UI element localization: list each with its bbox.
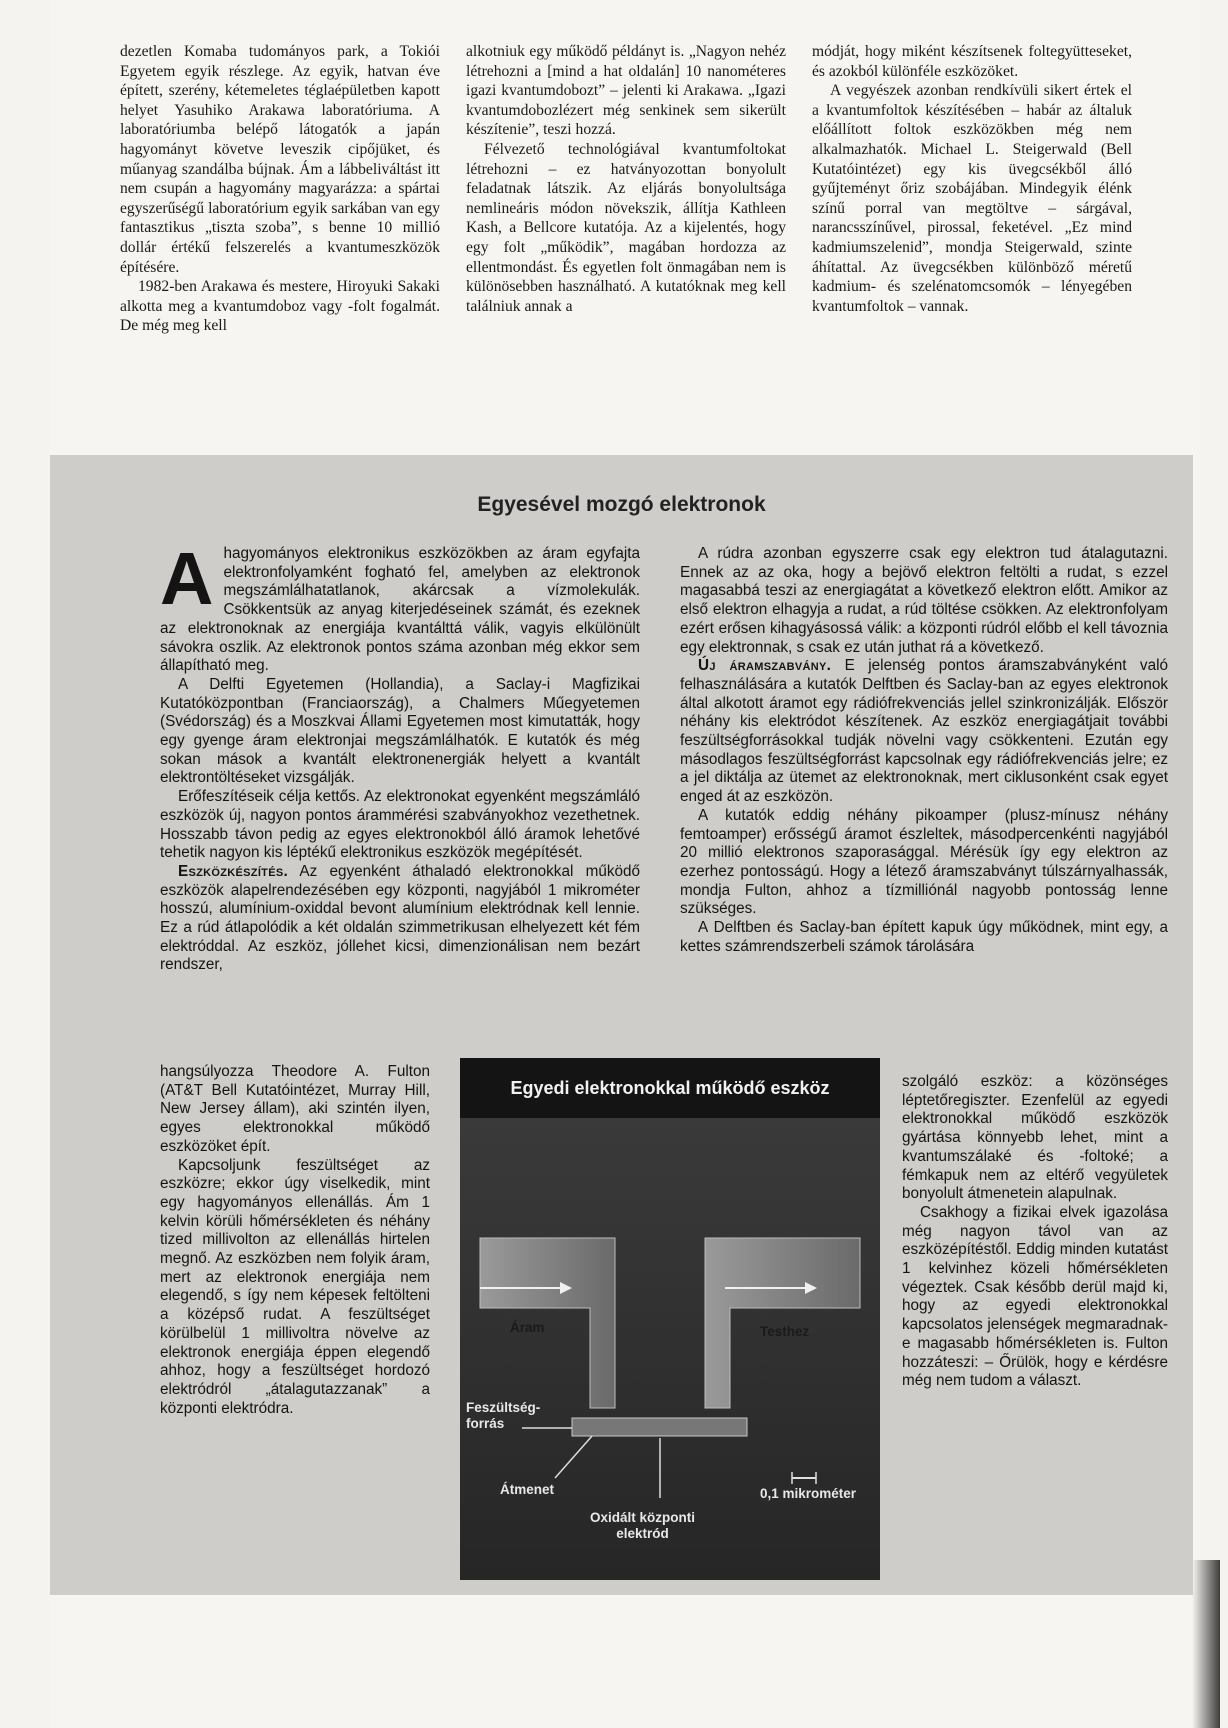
- dropcap: A: [160, 537, 214, 620]
- device-figure: [460, 1058, 880, 1580]
- figure-title: Egyedi elektronokkal működő eszköz: [460, 1058, 880, 1118]
- sidebar-right-narrow: [902, 1073, 1168, 1391]
- paragraph: hangsúlyozza Theodore A. Fulton (AT&T Bell Kutatóintézet, Murray Hill, New Jersey állam), aki szintén ilyen, egyes elektronokkal működő eszközöket épít.: [160, 1063, 430, 1155]
- text: Az egyenként áthaladó elektronokkal működő eszközök alapelrendezésében egy központi, nagyjából 1 mikrométer hosszú, alumínium-oxiddal bevont alumínium elektródnak kell lennie. Ez a rúd átlapolódik a két oldalán szimmetrikusan elhelyezett két fém elektróddal. Az eszköz, jóllehet kicsi, dimenzionálisan nem bezárt rendszer,: [160, 862, 640, 974]
- label-voltage-source: Feszültség- forrás: [466, 1400, 541, 1431]
- article-columns: [120, 42, 1180, 412]
- paragraph: [160, 537, 640, 676]
- label-junction: Átmenet: [500, 1482, 555, 1497]
- paragraph: módját, hogy miként készítsenek foltegyütteseket, és azokból különféle eszközöket.: [812, 43, 1132, 80]
- paragraph: szolgáló eszköz: a közönséges léptetőregiszter. Ezenfelül az egyedi elektronokkal működő eszközök gyártása könnyebb lehet, mint a kvantumszálaké és -foltoké; a fémkapuk nem az eltérő vegyületek bonyolult átmenetein alapulnak.: [902, 1073, 1168, 1203]
- label-current: Áram: [510, 1320, 545, 1335]
- paragraph: Félvezető technológiával kvantumfoltokat létrehozni – ez hatványozottan bonyolult feladatnak látszik. Az eljárás bonyolultsága nemlineáris módon növekszik, állítja Kathleen Kash, a Bellcore kutatója. Az a kijelentés, hogy egy folt „működik”, magában hordozza az ellentmondást. És egyetlen folt önmagában nem is különösebben használható. A kutatóknak meg kell találniuk annak a: [466, 140, 786, 315]
- run-in-heading: Új áramszabvány.: [698, 657, 832, 675]
- label-oxidized-electrode: Oxidált központi elektród: [590, 1510, 696, 1541]
- paragraph: dezetlen Komaba tudományos park, a Tokiói Egyetem egyik részlege. Az egyik, hatvan éve épített, szerény, kétemeletes téglaépületben kapott helyet Yasuhiko Arakawa laboratóriuma. A laboratóriumba belépő látogatók a japán hagyományt követve leveszik cipőjüket, és műanyag szandálba bújnak. Ám a lábbeliváltást itt nem csupán a hagyomány magyarázza: a spártai egyszerűségű laboratórium egyik sarkában van egy fantasztikus „tiszta szoba”, s benne 10 millió dollár értékű felszerelés a kvantumeszközök építésére.: [120, 43, 440, 276]
- label-ground: Testhez: [760, 1324, 810, 1339]
- article-column-1: [120, 42, 440, 412]
- central-electrode: [572, 1418, 747, 1436]
- paragraph: A rúdra azonban egyszerre csak egy elektron tud átalagutazni. Ennek az az oka, hogy a bejövő elektron feltölti a rudat, s ezzel magasabbá teszi az energiagátat a következő elektron előtt. Amikor az első elektron elhagyja a rudat, a rúd töltése csökken. Az elektronfolyam ezért erősen kihagyásossá válik: a központi rúdról előbb el kell távoznia egy elektronnak, s csak ez után juthat rá a következő.: [680, 545, 1168, 656]
- paragraph: [160, 863, 640, 975]
- paragraph: 1982-ben Arakawa és mestere, Hiroyuki Sakaki alkotta meg a kvantumdoboz vagy -folt fogalmát. De még meg kell: [120, 278, 440, 335]
- text: hagyományos elektronikus eszközökben az áram egyfajta elektronfolyamként fogható fel, amelyben az elektronok megszámlálhatatlanok, akárcsak a vízmolekulák. Csökkentsük az anyag kiterjedéseinek számát, és ezeknek az elektronoknak az energiája kvantálttá válik, vagyis elkülönült sávokra oszlik. Az elektronok pontos száma azonban még ekkor sem állapítható meg.: [160, 545, 640, 675]
- sidebar-right-column: [680, 545, 1168, 956]
- paragraph: Csakhogy a fizikai elvek igazolása még nagyon távol van az eszközépítéstől. Eddig minden kutatást 1 kelvinhez közeli hőmérsékleten végeztek. Csak később derül majd ki, hogy az egyedi elektronokkal kapcsolatos jelenségek megmaradnak-e magasabb hőmérsékleten is. Fulton hozzáteszi: – Őrülök, hogy e kérdésre még nem tudom a választ.: [902, 1203, 1168, 1390]
- paragraph: A kutatók eddig néhány pikoamper (plusz-mínusz néhány femtoamper) erősségű áramot észleltek, másodpercenkénti nagyjából 20 millió elektronos szaporasággal. Mérésük így egy elektron az ezerhez pontosságú. Hogy a létező áramszabványt túlszárnyalhassák, mondja Fulton, ahhoz a tízmilliónál nagyobb pontosság lenne szükséges.: [680, 806, 1168, 918]
- sidebar-left-column: [160, 537, 640, 975]
- run-in-heading: Eszközkészítés.: [178, 862, 289, 880]
- paragraph: A vegyészek azonban rendkívüli sikert értek el a kvantumfoltok készítésében – habár az általuk előállított foltok eszközökben még nem alkalmazhatók. Michael L. Steigerwald (Bell Kutatóintézet) egy kis üvegcsékből álló gyűjteményt őriz szobájában. Mindegyik élénk színű porral van megtöltve – sárgával, narancsszínűvel, pirossal, feketével. „Ez mind kadmiumszelenid”, mondja Steigerwald, szinte áhítattal. Az üvegcsékben különböző méretű kadmium- és szelénatomcsomók – lényegében kvantumfoltok – vannak.: [812, 82, 1132, 315]
- sidebar-left-narrow: [160, 1063, 430, 1418]
- scan-edge-shadow: [1192, 1560, 1220, 1728]
- article-column-2: [466, 42, 786, 412]
- article-column-3: [812, 42, 1132, 412]
- paragraph: A Delftben és Saclay-ban épített kapuk úgy működnek, mint egy, a kettes számrendszerbeli számok tárolására: [680, 919, 1168, 955]
- paragraph: alkotniuk egy működő példányt is. „Nagyon nehéz létrehozni a [mind a hat oldalán] 10 nanométeres igazi kvantumdobozt” – jelenti ki Arakawa. „Igazi kvantumdobozlézert még senkinek sem sikerült készítenie”, teszi hozzá.: [466, 43, 786, 139]
- sidebar-title: Egyesével mozgó elektronok: [477, 493, 766, 516]
- paragraph: Kapcsoljunk feszültséget az eszközre; ekkor úgy viselkedik, mint egy hagyományos ellenállás. Ám 1 kelvin körüli hőmérsékleten és néhány tized millivolton az ellenállás hirtelen megnő. Az eszközben nem folyik áram, mert az elektronok energiája nem elegendő, s így nem képesek feltölteni a középső rudat. A feszültséget körülbelül 1 millivoltra növelve az elektronok energiája éppen elegendő ahhoz, hogy a feszültséget hordozó elektródról „átalagutazzanak” a központi elektródra.: [160, 1156, 430, 1417]
- paragraph: A Delfti Egyetemen (Hollandia), a Saclay-i Magfizikai Kutatóközpontban (Franciaország), a Chalmers Műegyetemen (Svédország) és a Moszkvai Állami Egyetemen most kimutatták, hogy egy gyenge áram elektronjai megszámlálhatók. E kutatók és még sokan mások a kvantált elektronenergiák helyett a kvantált elektrontöltéseket vizsgálják.: [160, 675, 640, 787]
- paragraph: [680, 657, 1168, 807]
- label-scale: 0,1 mikrométer: [760, 1486, 857, 1501]
- text: E jelenség pontos áramszabványként való felhasználására a kutatók Delftben és Saclay-ban az egyes elektronok által alkotott áramot egy rádiófrekvenciás jellel szinkronizálják. Először néhány kis elektródot készítenek. Az eszköz energiagátjait további feszültségforrásokkal tudják növelni vagy csökkenteni. Ezután egy másodlagos feszültségforrást kapcsolnak egy rádiófrekvenciás jelre; ez a jel diktálja az ütemet az elektronoknak, mert ciklusonként csak egyet enged át az eszközön.: [680, 657, 1168, 806]
- paragraph: Erőfeszítéseik célja kettős. Az elektronokat egyenként megszámláló eszközök új, nagyon pontos árammérési szabványokhoz vezethetnek. Hosszabb távon pedig az egyes elektronokból álló áramok lehetővé tehetik nagyon kis léptékű elektronikus eszközök megépítését.: [160, 788, 640, 862]
